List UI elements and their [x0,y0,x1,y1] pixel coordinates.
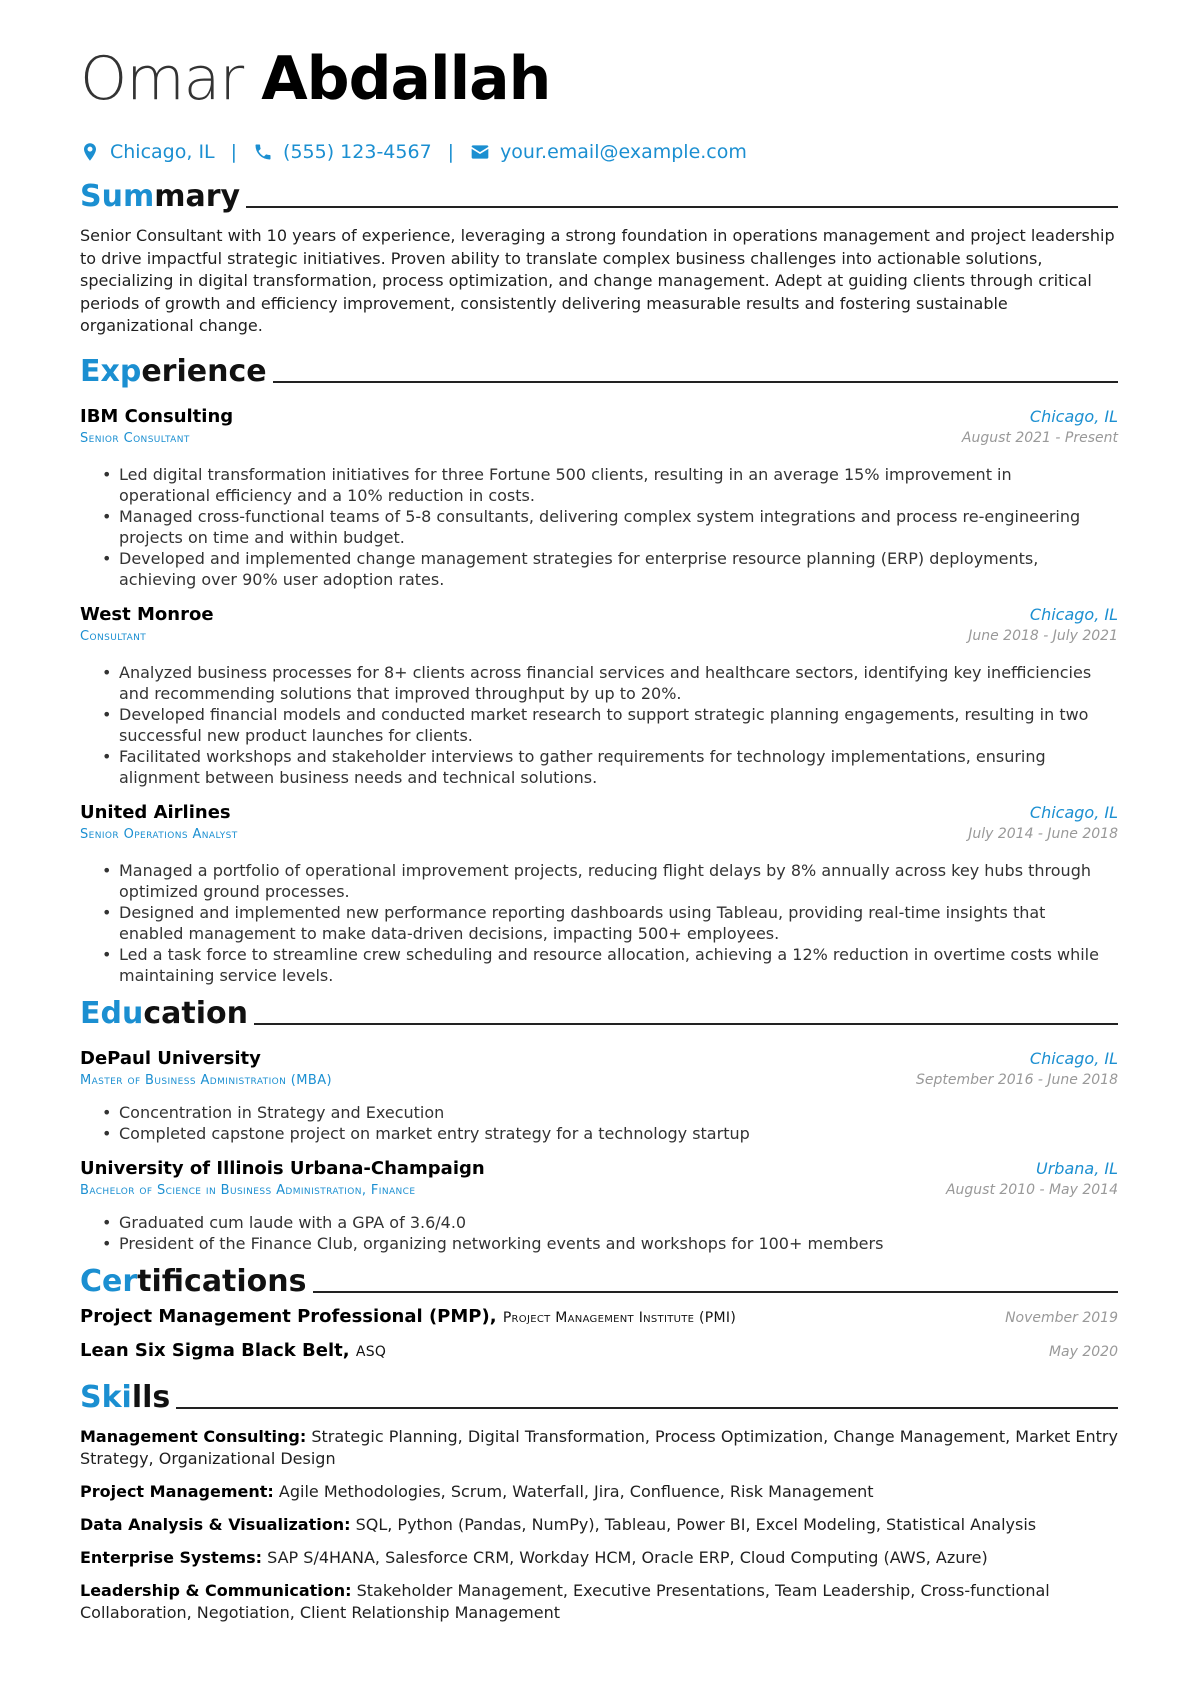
title-accent: Edu [80,995,144,1031]
section-title [80,354,267,390]
title-rest: tifications [137,1263,307,1299]
email-text: your.email@example.com [500,141,747,163]
certification-entry: Lean Six Sigma Black Belt, ASQ May 2020 [80,1339,1118,1361]
skill-items: SAP S/4HANA, Salesforce CRM, Workday HCM, Oracle ERP, Cloud Computing (AWS, Azure) [267,1547,988,1567]
bullet-item: • Developed financial models and conducted market research to support strategic planning engagements, resulting in two successful new product launches for clients. [102,704,1102,746]
section-certifications-heading [80,1260,1118,1300]
entry-location: Chicago, IL [1029,1048,1118,1068]
section-title [80,996,248,1032]
skill-category: Enterprise Systems: [80,1547,263,1567]
contact-location [80,141,215,163]
bullet-item: • Developed and implemented change management strategies for enterprise resource planning (ERP) deployments, achieving over 90% user adoption rates. [102,548,1102,590]
bullet-item: • Analyzed business processes for 8+ clients across financial services and healthcare sectors, identifying key inefficiencies and recommending solutions that improved throughput by up to 20%. [102,662,1102,704]
section-experience-heading [80,350,1118,390]
entry-dates: August 2010 - May 2014 [945,1181,1118,1198]
company-name: United Airlines [80,801,231,823]
title-rest: erience [141,353,267,389]
certification-entry: Project Management Professional (PMP), Project Management Institute (PMI) November 2019 [80,1305,1118,1327]
title-rest: lls [131,1379,171,1415]
skill-category: Management Consulting: [80,1426,307,1446]
bullet-item: • Graduated cum laude with a GPA of 3.6/4.0 [102,1212,1102,1233]
bullet-item: • Managed a portfolio of operational improvement projects, reducing flight delays by 8% annually across key hubs through optimized ground processes. [102,860,1102,902]
resume-page [80,40,1118,1635]
entry-location: Urbana, IL [1036,1158,1118,1178]
contact-separator: | [230,141,238,163]
title-accent: Cer [80,1263,138,1299]
degree: Master of Business Administration (MBA) [80,1072,332,1088]
company-name: IBM Consulting [80,405,234,427]
entry-dates: September 2016 - June 2018 [916,1071,1118,1088]
education-list [80,1048,1118,1254]
contact-phone[interactable] [253,141,432,163]
certification-name: Project Management Professional (PMP) [80,1305,490,1327]
section-rule [254,1023,1118,1025]
contact-info [80,135,1118,169]
degree: Bachelor of Science in Business Administration, Finance [80,1182,416,1198]
skill-group [80,1514,1118,1536]
bullet-item: • Designed and implemented new performance reporting dashboards using Tableau, providing real-time insights that enabled management to make data-driven decisions, impacting 500+ employees. [102,902,1102,944]
section-title [80,1380,170,1416]
skill-category: Leadership & Communication: [80,1580,352,1600]
skill-items: Agile Methodologies, Scrum, Waterfall, Jira, Confluence, Risk Management [278,1481,874,1501]
skill-items: Strategic Planning, Digital Transformation, Process Optimization, Change Management, Market Entry Strategy, Organizational Design [80,1426,1118,1468]
map-pin-icon [80,142,100,162]
bullet-item: • Managed cross-functional teams of 5-8 consultants, delivering complex system integrations and process re-engineering projects on time and within budget. [102,506,1102,548]
bullet-list [80,1102,1118,1144]
skill-items: SQL, Python (Pandas, NumPy), Tableau, Power BI, Excel Modeling, Statistical Analysis [355,1514,1037,1534]
section-title [80,1264,307,1300]
bullet-list [80,1212,1118,1254]
experience-entry [80,802,1118,986]
experience-entry [80,406,1118,590]
skill-category: Data Analysis & Visualization: [80,1514,351,1534]
education-entry [80,1048,1118,1144]
title-rest: mary [154,179,241,214]
bullet-item: • Led a task force to streamline crew scheduling and resource allocation, achieving a 12% reduction in overtime costs while maintaining service levels. [102,944,1102,986]
candidate-name [80,40,1118,122]
section-rule [313,1291,1118,1293]
bullet-item: • President of the Finance Club, organizing networking events and workshops for 100+ members [102,1233,1102,1254]
certification-date: November 2019 [1005,1309,1118,1326]
skill-group [80,1547,1118,1569]
skill-category: Project Management: [80,1481,274,1501]
school-name: University of Illinois Urbana-Champaign [80,1157,485,1179]
last-name: Abdallah [261,44,551,114]
bullet-item: • Concentration in Strategy and Execution [102,1102,1102,1123]
bullet-list [80,662,1118,788]
summary-text: Senior Consultant with 10 years of experience, leveraging a strong foundation in operations management and project leadership to drive impactful strategic initiatives. Proven ability to translate complex business challenges into actionable solutions, specializing in digital transformation, process optimization, and change management. Adept at guiding clients through critical periods of growth and efficiency improvement, consistently delivering measurable results and fostering sustainable organizational change. [80,226,1115,335]
phone-icon [253,142,273,162]
contact-separator: | [447,141,455,163]
entry-location: Chicago, IL [1029,802,1118,822]
location-text: Chicago, IL [110,141,215,163]
title-accent: Exp [80,353,142,389]
school-name: DePaul University [80,1047,261,1069]
title-accent: Ski [80,1379,132,1415]
envelope-icon [470,142,490,162]
job-title: Consultant [80,628,147,644]
title-rest: cation [143,995,248,1031]
experience-entry [80,604,1118,788]
section-rule [176,1407,1118,1409]
skills-list [80,1426,1118,1624]
section-skills-heading [80,1376,1118,1416]
company-name: West Monroe [80,603,214,625]
job-title: Senior Operations Analyst [80,826,238,842]
skill-items: Stakeholder Management, Executive Presentations, Team Leadership, Cross-functional Collaboration, Negotiation, Client Relationship Management [80,1580,1050,1622]
certification-issuer: Project Management Institute (PMI) [502,1309,737,1326]
entry-dates: July 2014 - June 2018 [968,825,1118,842]
certification-date: May 2020 [1048,1343,1118,1360]
bullet-list [80,860,1118,986]
bullet-item: • Completed capstone project on market entry strategy for a technology startup [102,1123,1102,1144]
entry-location: Chicago, IL [1029,604,1118,624]
skill-group [80,1580,1118,1624]
section-title [80,179,240,215]
experience-list [80,406,1118,986]
bullet-item: • Facilitated workshops and stakeholder interviews to gather requirements for technology implementations, ensuring alignment between business needs and technical solutions. [102,746,1102,788]
certification-name: Lean Six Sigma Black Belt [80,1339,343,1361]
bullet-item: • Led digital transformation initiatives for three Fortune 500 clients, resulting in an average 15% improvement in operational efficiency and a 10% reduction in costs. [102,464,1102,506]
certification-issuer: ASQ [355,1343,387,1360]
education-entry [80,1158,1118,1254]
contact-email[interactable] [470,141,747,163]
phone-text: (555) 123-4567 [283,141,432,163]
section-summary-heading [80,175,1118,215]
section-rule [273,381,1118,383]
first-name: Omar [80,44,244,114]
skill-group [80,1481,1118,1503]
bullet-list [80,464,1118,590]
certification-list [80,1306,1118,1374]
skill-group [80,1426,1118,1470]
title-accent: Sum [80,179,155,214]
job-title: Senior Consultant [80,430,190,446]
section-rule [246,206,1118,208]
section-education-heading [80,992,1118,1032]
entry-dates: August 2021 - Present [961,429,1118,446]
entry-dates: June 2018 - July 2021 [968,627,1118,644]
entry-location: Chicago, IL [1029,406,1118,426]
